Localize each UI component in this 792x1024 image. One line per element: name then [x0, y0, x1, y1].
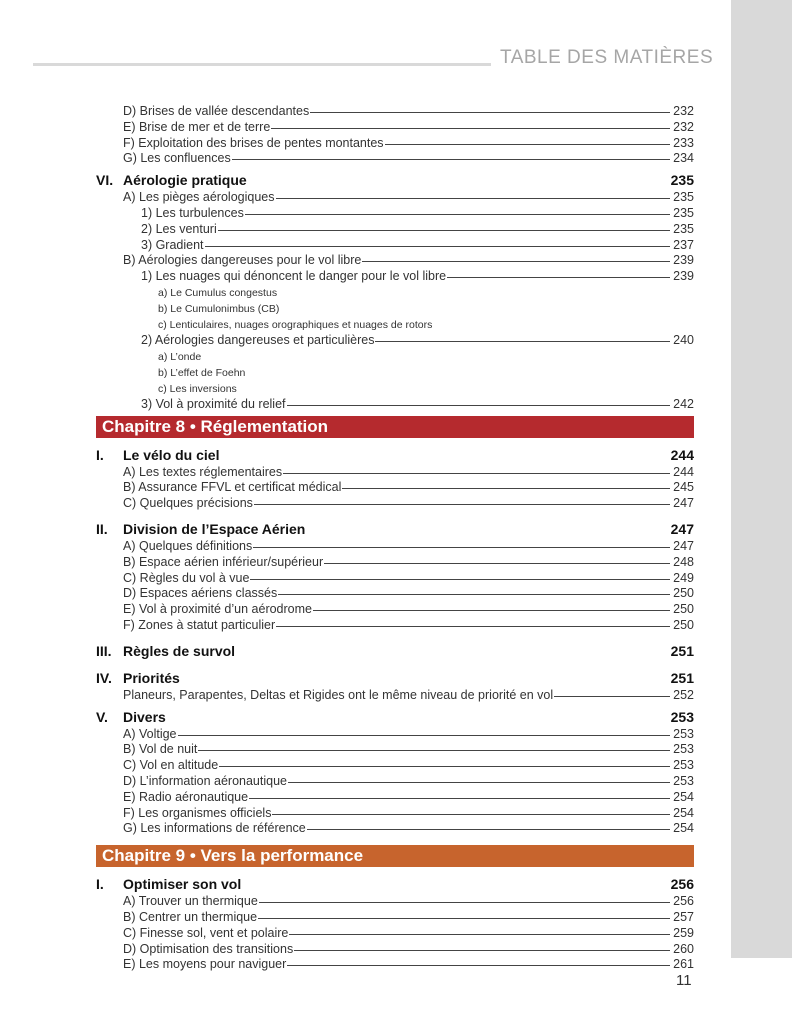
dot-leader — [313, 610, 670, 611]
entry-title: F) Zones à statut particulier — [123, 617, 276, 632]
entry-title: E) Les moyens pour naviguer — [123, 957, 287, 972]
section-title: Division de l’Espace Aérien — [123, 520, 306, 537]
dot-leader — [278, 594, 670, 595]
section-number: IV. — [96, 669, 112, 686]
toc-group — [96, 104, 694, 167]
section-number: I. — [96, 876, 104, 893]
section-number: VI. — [96, 172, 114, 189]
entry-page: 254 — [673, 789, 694, 804]
toc-entry[interactable] — [96, 365, 694, 381]
entry-page: 248 — [673, 554, 694, 569]
toc-entry[interactable] — [96, 253, 694, 269]
entry-title: B) Espace aérien inférieur/supérieur — [123, 554, 324, 569]
section-page: 253 — [670, 708, 694, 725]
toc-section[interactable] — [96, 875, 694, 894]
toc-group — [96, 894, 694, 973]
entry-page: 233 — [673, 135, 694, 150]
section-title: Aérologie pratique — [123, 172, 247, 189]
dot-leader — [245, 214, 670, 215]
toc-entry[interactable] — [96, 238, 694, 254]
entry-title: A) Les pièges aérologiques — [123, 190, 275, 205]
entry-title: c) Les inversions — [158, 382, 237, 395]
toc-group — [96, 465, 694, 512]
entry-page: 254 — [673, 805, 694, 820]
entry-title: E) Vol à proximité d’un aérodrome — [123, 602, 312, 617]
dot-leader — [362, 261, 670, 262]
dot-leader — [310, 112, 670, 113]
section-title: Le vélo du ciel — [123, 446, 220, 463]
dot-leader — [554, 696, 670, 697]
dot-leader — [219, 766, 670, 767]
chapter-heading[interactable]: Chapitre 9 • Vers la performance — [96, 845, 694, 867]
toc-group — [96, 539, 694, 634]
entry-page: 235 — [673, 205, 694, 220]
entry-page: 252 — [673, 687, 694, 702]
entry-page: 234 — [673, 151, 694, 166]
dot-leader — [272, 814, 670, 815]
entry-page: 247 — [673, 496, 694, 511]
toc-entry[interactable] — [96, 618, 694, 634]
entry-page: 232 — [673, 119, 694, 134]
dot-leader — [289, 934, 670, 935]
entry-page: 249 — [673, 570, 694, 585]
dot-leader — [250, 579, 670, 580]
entry-title: C) Finesse sol, vent et polaire — [123, 925, 289, 940]
entry-page: 244 — [673, 464, 694, 479]
toc-section[interactable] — [96, 708, 694, 727]
dot-leader — [249, 798, 670, 799]
toc-entry[interactable] — [96, 555, 694, 571]
toc-entry[interactable] — [96, 926, 694, 942]
entry-title: A) Quelques définitions — [123, 538, 253, 553]
dot-leader — [178, 735, 670, 736]
dot-leader — [271, 128, 670, 129]
toc-entry[interactable] — [96, 602, 694, 618]
entry-title: G) Les confluences — [123, 151, 231, 166]
toc-entry[interactable] — [96, 381, 694, 397]
entry-page: 232 — [673, 104, 694, 118]
toc-entry[interactable] — [96, 349, 694, 365]
toc-entry[interactable] — [96, 301, 694, 317]
toc-entry[interactable] — [96, 571, 694, 587]
toc-entry[interactable] — [96, 269, 694, 285]
toc-entry[interactable] — [96, 942, 694, 958]
entry-title: B) Aérologies dangereuses pour le vol libre — [123, 253, 362, 268]
toc-entry[interactable] — [96, 120, 694, 136]
entry-page: 254 — [673, 821, 694, 836]
entry-page: 242 — [673, 396, 694, 411]
toc-entry[interactable] — [96, 742, 694, 758]
entry-page: 250 — [673, 602, 694, 617]
entry-page: 253 — [673, 758, 694, 773]
section-page: 251 — [670, 642, 694, 659]
entry-page: 253 — [673, 773, 694, 788]
entry-title: G) Les informations de référence — [123, 821, 306, 836]
section-page: 235 — [670, 172, 694, 189]
toc-entry[interactable] — [96, 539, 694, 555]
entry-title: B) Vol de nuit — [123, 742, 198, 757]
dot-leader — [253, 547, 670, 548]
entry-title: F) Les organismes officiels — [123, 805, 272, 820]
entry-page: 235 — [673, 190, 694, 205]
entry-page: 250 — [673, 586, 694, 601]
entry-page: 235 — [673, 221, 694, 236]
toc-entry[interactable] — [96, 151, 694, 167]
toc-entry[interactable] — [96, 774, 694, 790]
dot-leader — [276, 626, 670, 627]
entry-title: Planeurs, Parapentes, Deltas et Rigides ont le même niveau de priorité en vol — [123, 687, 554, 702]
entry-page: 245 — [673, 480, 694, 495]
dot-leader — [232, 159, 670, 160]
entry-title: A) Trouver un thermique — [123, 894, 258, 909]
dot-leader — [342, 488, 670, 489]
page-title: TABLE DES MATIÈRES — [500, 47, 714, 68]
entry-title: 3) Vol à proximité du relief — [141, 396, 286, 411]
toc — [96, 104, 694, 973]
dot-leader — [276, 198, 671, 199]
dot-leader — [205, 246, 670, 247]
section-number: II. — [96, 520, 108, 537]
toc-entry[interactable] — [96, 222, 694, 238]
dot-leader — [324, 563, 670, 564]
entry-page: 239 — [673, 253, 694, 268]
toc-entry[interactable] — [96, 727, 694, 743]
toc-entry[interactable] — [96, 317, 694, 333]
toc-entry[interactable] — [96, 790, 694, 806]
toc-entry[interactable] — [96, 586, 694, 602]
dot-leader — [385, 144, 670, 145]
entry-title: 1) Les turbulences — [141, 205, 244, 220]
entry-title: D) Optimisation des transitions — [123, 941, 294, 956]
entry-title: C) Quelques précisions — [123, 496, 253, 511]
section-number: I. — [96, 446, 104, 463]
entry-title: D) L’information aéronautique — [123, 773, 287, 788]
toc-group — [96, 190, 694, 412]
entry-title: C) Vol en altitude — [123, 758, 219, 773]
entry-title: C) Règles du vol à vue — [123, 570, 250, 585]
entry-page: 253 — [673, 726, 694, 741]
section-page: 247 — [670, 520, 694, 537]
dot-leader — [218, 230, 670, 231]
toc-entry[interactable] — [96, 821, 694, 837]
entry-title: a) L’onde — [158, 350, 202, 363]
entry-page: 253 — [673, 742, 694, 757]
section-number: V. — [96, 708, 108, 725]
toc-section[interactable] — [96, 642, 694, 661]
dot-leader — [375, 341, 670, 342]
dot-leader — [447, 277, 670, 278]
toc-entry[interactable] — [96, 480, 694, 496]
entry-title: 2) Aérologies dangereuses et particulières — [141, 332, 375, 347]
toc-section[interactable] — [96, 446, 694, 465]
entry-page: 257 — [673, 909, 694, 924]
entry-title: 2) Les venturi — [141, 221, 217, 236]
toc-section[interactable] — [96, 520, 694, 539]
entry-title: b) Le Cumulonimbus (CB) — [158, 302, 280, 315]
dot-leader — [259, 902, 670, 903]
entry-title: E) Radio aéronautique — [123, 789, 249, 804]
chapter-heading[interactable]: Chapitre 8 • Réglementation — [96, 416, 694, 438]
section-number: III. — [96, 642, 112, 659]
dot-leader — [287, 405, 670, 406]
section-title: Règles de survol — [123, 642, 236, 659]
section-page: 251 — [670, 669, 694, 686]
toc-entry[interactable] — [96, 910, 694, 926]
section-page: 244 — [670, 446, 694, 463]
toc-entry[interactable] — [96, 104, 694, 120]
toc-entry[interactable] — [96, 894, 694, 910]
dot-leader — [283, 473, 670, 474]
entry-title: a) Le Cumulus congestus — [158, 286, 278, 299]
toc-entry[interactable] — [96, 333, 694, 349]
entry-page: 250 — [673, 617, 694, 632]
dot-leader — [307, 829, 670, 830]
entry-title: A) Voltige — [123, 726, 177, 741]
page-number: 11 — [676, 972, 692, 989]
dot-leader — [294, 950, 670, 951]
toc-entry[interactable] — [96, 758, 694, 774]
toc-section[interactable] — [96, 669, 694, 688]
entry-page: 260 — [673, 941, 694, 956]
entry-title: 1) Les nuages qui dénoncent le danger pour le vol libre — [141, 269, 447, 284]
entry-title: E) Brise de mer et de terre — [123, 119, 271, 134]
entry-title: A) Les textes réglementaires — [123, 464, 283, 479]
dot-leader — [198, 750, 670, 751]
entry-title: c) Lenticulaires, nuages orographiques et nuages de rotors — [158, 318, 433, 331]
entry-title: B) Assurance FFVL et certificat médical — [123, 480, 342, 495]
entry-page: 237 — [673, 237, 694, 252]
toc-entry[interactable] — [96, 190, 694, 206]
toc-group — [96, 688, 694, 704]
side-strip — [731, 0, 792, 958]
entry-title: D) Espaces aériens classés — [123, 586, 278, 601]
toc-entry[interactable] — [96, 136, 694, 152]
dot-leader — [254, 504, 670, 505]
toc-entry[interactable] — [96, 688, 694, 704]
section-title: Optimiser son vol — [123, 876, 242, 893]
dot-leader — [287, 965, 670, 966]
entry-title: D) Brises de vallée descendantes — [123, 104, 310, 118]
toc-entry[interactable] — [96, 397, 694, 413]
entry-title: F) Exploitation des brises de pentes montantes — [123, 135, 384, 150]
toc-section[interactable] — [96, 171, 694, 190]
section-title: Priorités — [123, 669, 180, 686]
entry-title: b) L’effet de Foehn — [158, 366, 246, 379]
entry-page: 247 — [673, 538, 694, 553]
entry-title: 3) Gradient — [141, 237, 204, 252]
entry-page: 261 — [673, 957, 694, 972]
section-title: Divers — [123, 708, 166, 725]
entry-page: 240 — [673, 332, 694, 347]
toc-entry[interactable] — [96, 285, 694, 301]
entry-page: 256 — [673, 894, 694, 909]
toc-entry[interactable] — [96, 206, 694, 222]
entry-title: B) Centrer un thermique — [123, 909, 258, 924]
toc-entry[interactable] — [96, 957, 694, 973]
dot-leader — [258, 918, 670, 919]
header-rule — [33, 63, 491, 66]
dot-leader — [288, 782, 670, 783]
toc-entry[interactable] — [96, 806, 694, 822]
entry-page: 239 — [673, 269, 694, 284]
toc-entry[interactable] — [96, 465, 694, 481]
section-page: 256 — [670, 876, 694, 893]
toc-group — [96, 727, 694, 838]
entry-page: 259 — [673, 925, 694, 940]
toc-entry[interactable] — [96, 496, 694, 512]
